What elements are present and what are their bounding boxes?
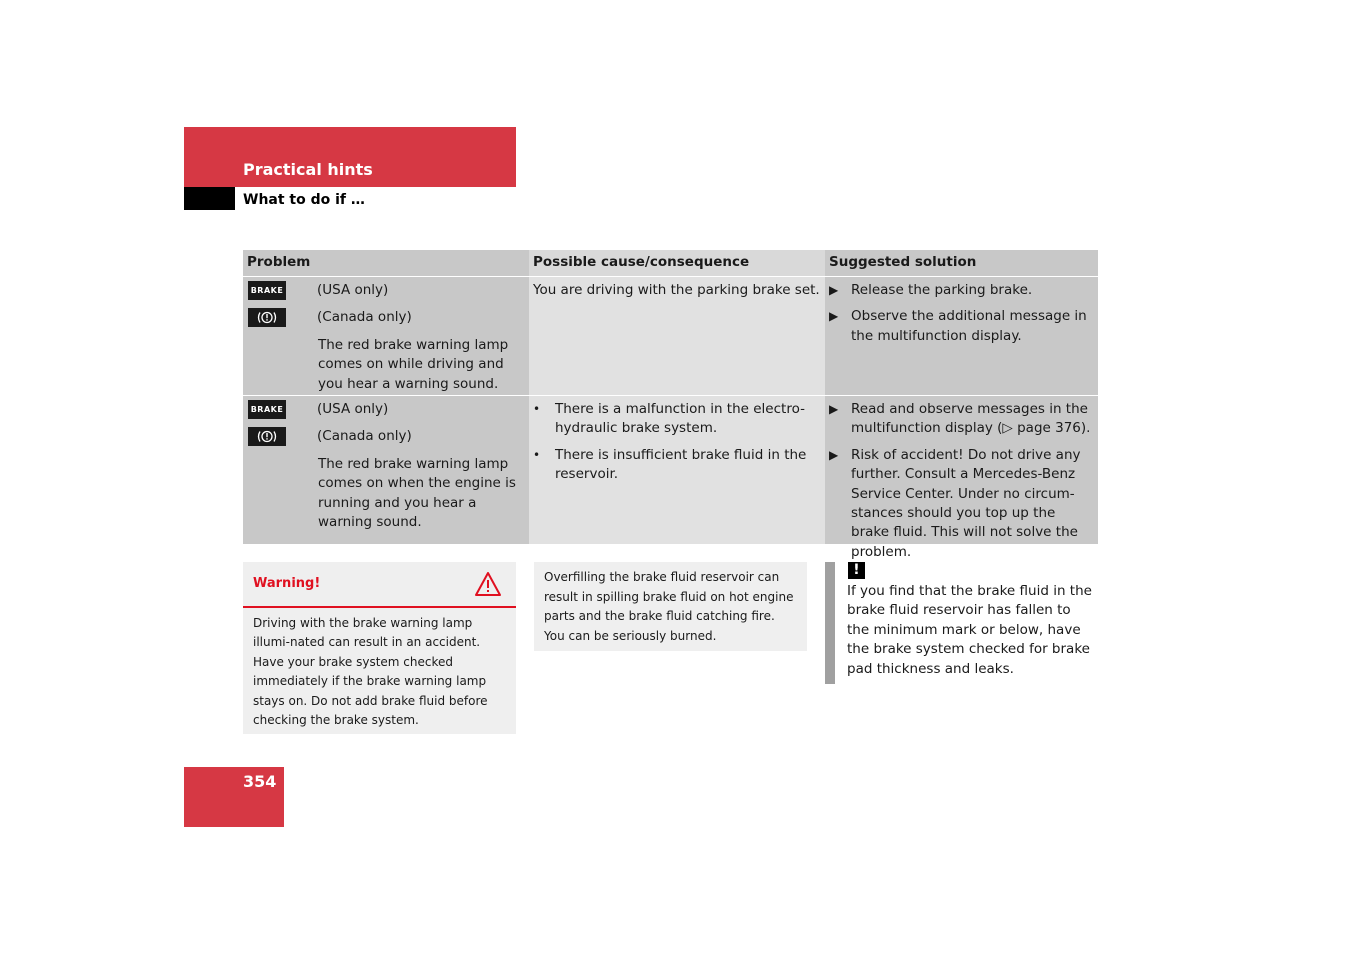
solution-item: ▶ Observe the additional message in the multifunction display. (829, 308, 1087, 344)
usa-only-label: (USA only) (317, 282, 389, 298)
solution-cell (825, 277, 1098, 395)
problem-description: The red brake warning lamp comes on when the engine is running and you hear a warning sound. (318, 455, 516, 531)
subsection-title: What to do if … (243, 192, 365, 208)
arrow-bullet-icon: ▶ (829, 447, 839, 462)
problem-cell (243, 396, 529, 544)
fire-hazard-note: Overfilling the brake fluid reservoir can result in spilling brake fluid on hot engine parts and the brake fluid catching fire. You can be seriously burned. (534, 562, 807, 651)
solution-item: ▶ Risk of accident! Do not drive any further. Consult a Mercedes-Benz Service Center. Under no circum-stances should you top up the brake fluid. This will not solve the problem. (829, 446, 1081, 560)
arrow-bullet-icon: ▶ (829, 402, 839, 416)
brake-lamp-icon: BRAKE (248, 400, 286, 419)
warning-text: Driving with the brake warning lamp illumi-nated can result in an accident. Have your brake system checked immediately if the brake warning lamp stays on. Do not add brake fluid before checking the brake system. (253, 616, 488, 728)
warning-title: Warning! (253, 576, 321, 591)
column-header-problem: Problem (243, 250, 529, 276)
problem-description: The red brake warning lamp comes on while driving and you hear a warning sound. (318, 336, 509, 392)
dot-bullet-icon: • (533, 402, 541, 416)
dot-bullet-icon: • (533, 447, 541, 462)
cause-cell (529, 277, 825, 395)
warning-triangle-icon (474, 571, 502, 601)
brake-warning-circle-icon (248, 427, 286, 446)
warning-box (243, 562, 516, 734)
table-row (243, 396, 1098, 560)
cause-item: • There is a malfunction in the electro-hydraulic brake system. (533, 401, 805, 437)
section-title: Practical hints (243, 160, 373, 179)
arrow-bullet-icon: ▶ (829, 309, 839, 324)
page-number: 354 (243, 772, 277, 791)
header-black-tab (184, 187, 235, 210)
brake-lamp-icon: BRAKE (248, 281, 286, 300)
exclamation-icon: ! (848, 562, 865, 579)
cause-text: You are driving with the parking brake set. (533, 282, 820, 298)
troubleshooting-table (243, 250, 1098, 560)
usa-only-label: (USA only) (317, 401, 389, 417)
attention-bar (825, 562, 835, 684)
attention-text: If you find that the brake fluid in the brake fluid reservoir has fallen to the minimum mark or below, have the brake system checked for brake pad thickness and leaks. (847, 583, 1092, 677)
solution-item: ▶ Release the parking brake. (829, 281, 1094, 300)
arrow-bullet-icon: ▶ (829, 283, 839, 297)
problem-cell (243, 277, 529, 395)
table-header-row (243, 250, 1098, 277)
solution-cell (825, 396, 1098, 560)
cause-cell (529, 396, 825, 544)
table-row (243, 277, 1098, 396)
cause-item: • There is insufficient brake fluid in the reservoir. (533, 446, 807, 483)
brake-warning-circle-icon (248, 308, 286, 327)
warning-header (243, 562, 516, 608)
canada-only-label: (Canada only) (317, 428, 412, 445)
canada-only-label: (Canada only) (317, 309, 412, 326)
column-header-cause: Possible cause/consequence (529, 250, 825, 276)
column-header-solution: Suggested solution (825, 250, 1098, 276)
solution-item: ▶ Read and observe messages in the multifunction display (▷ page 376). (829, 401, 1091, 437)
